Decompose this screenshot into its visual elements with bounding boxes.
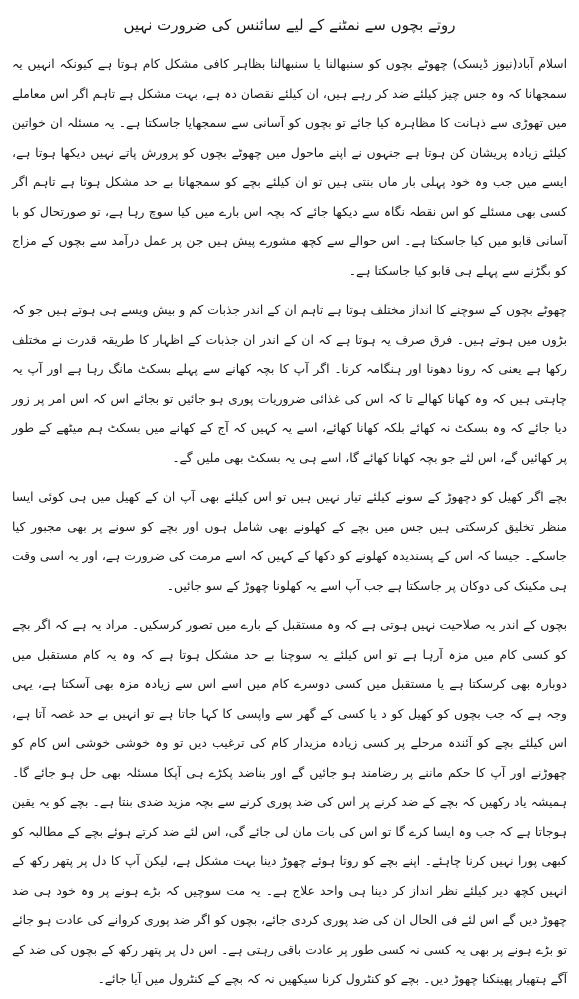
article-paragraph-2: چھوٹے بچوں کے سوچنے کا انداز مختلف ہوتا ہے تاہم ان کے اندر جذبات کم و بیش ویسے ہی ہوتے ہیں جو کہ بڑوں میں ہوتے ہیں۔ فرق صرف یہ ہوتا ہے کہ ان کے اندر ان جذبات کے اظہار کا طریقہ قدرت نے مختلف رکھا ہے یعنی کہ رونا دھونا اور ہنگامہ کرنا۔ اگر آپ کا بچہ کھانے سے پہلے بسکٹ مانگ رہا ہے اور آپ یہ چاہتی ہیں کہ وہ کھانا کھالے تا کہ اس کی غذائی ضروریات پوری ہو جائیں تو بجائے اس کہ اس امر پر زور دیا جائے کہ وہ بسکٹ نہ کھائے بلکہ کھانا کھائے، اسے یہ کہیں کہ آج کے کھانے میں بسکٹ ہم میٹھے کے طور پر کھائیں گے، اس لئے جو بچہ کھانا کھائے گا، اسے ہی یہ بسکٹ بھی ملیں گے۔	[12, 303, 567, 465]
article-paragraph-4: بچوں کے اندر یہ صلاحیت نہیں ہوتی ہے کہ وہ مستقبل کے بارے میں تصور کرسکیں۔ مراد یہ ہے کہ اگر بچے کو کسی کام میں مزہ آرہا ہے تو اس کیلئے یہ سوچنا بے حد مشکل ہوتا ہے کہ وہ یہ کام مستقبل میں دوبارہ بھی کرسکتا ہے یا مستقبل میں کسی دوسرے کام میں اسے اس سے زیادہ مزہ بھی آسکتا ہے، یہی وجہ ہے کہ جب بچوں کو کھیل کو د یا کسی کے گھر سے واپسی کا کہا جاتا ہے تو انہیں بے حد غصہ آتا ہے، اس کیلئے بچے کو آئندہ مرحلے پر کسی زیادہ مزیدار کام کی ترغیب دیں تو وہ خوشی خوشی اس کام کو چھوڑنے اور آپ کا حکم ماننے پر رضامند ہو جائیں گے اور بناضد پکڑے ہی آپکا مسئلہ بھی حل ہو جائے گا۔ ہمیشہ یاد رکھیں کہ بچے کے ضد کرنے پر اس کی ضد پوری کرنے سے بچہ مزید ضدی بنتا ہے۔ بچے کو یہ یقین ہوجاتا ہے کہ جب وہ ایسا کرے گا تو اس کی بات مان لی جائے گی، اس لئے ضد کرتے ہوئے بچے کے مطالبہ کو کبھی پورا نہیں کرنا چاہئے۔ اپنے بچے کو روتا ہوئے چھوڑ دینا بہت مشکل ہے، لیکن آپ کا دل پر پتھر رکھ کے انہیں کچھ دیر کیلئے نظر انداز کر دینا ہی واحد علاج ہے۔ یہ مت سوچیں کہ بڑے ہونے پر وہ خود ہی ضد چھوڑ دیں گے اس لئے فی الحال ان کی ضد پوری کردی جائے، بچوں کو اگر ضد پوری کروانے کی عادت ہو جائے تو بڑے ہونے پر بھی یہ کسی نہ کسی طور پر عادت باقی رہتی ہے۔ اس دل پر پتھر رکھ کے بچوں کی ضد کے آگے ہتھیار پھینکنا چھوڑ دیں۔ بچے کو کنٹرول کرنا سیکھیں نہ کہ بچے کے کنٹرول میں آیا جائے۔	[12, 618, 567, 986]
article-title: روتے بچوں سے نمٹنے کے لیے سائنس کی ضرورت نہیں	[123, 16, 456, 34]
article-paragraph-1: اسلام آباد(نیوز ڈیسک) چھوٹے بچوں کو سنبھالنا یا سنبھالنا بظاہر کافی مشکل کام ہوتا ہے کیونکہ انہیں یہ سمجھانا کہ وہ جس چیز کیلئے ضد کر رہے ہیں، ان کیلئے نقصان دہ ہے، بہت مشکل ہے تاہم اگر اس معاملے میں تھوڑی سے ذہانت کا مظاہرہ کیا جائے تو بچوں کو آسانی سے سمجھایا جاسکتا ہے۔ یہ مسئلہ ان خواتین کیلئے زیادہ پریشان کن ہوتا ہے جنہوں نے اپنے ماحول میں چھوٹے بچوں کو پرورش پاتے نہیں دیکھا ہوتا ہے، ایسے میں جب وہ خود پہلی بار ماں بنتی ہیں تو ان کیلئے بچے کو سمجھانا بے حد مشکل ہوتا ہے تاہم اگر کسی بھی مسئلے کو اس نقطہ نگاہ سے دیکھا جائے کہ بچہ اس بارے میں کیا سوچ رہا ہے، تو صورتحال کو با آسانی قابو میں کیا جاسکتا ہے۔ اس حوالے سے کچھ مشورے پیش ہیں جن پر عمل درآمد سے بچوں کے مزاج کو بگڑنے سے پہلے ہی قابو کیا جاسکتا ہے۔	[12, 57, 567, 278]
article-paragraph-3: بچے اگر کھیل کو دچھوڑ کے سونے کیلئے تیار نہیں ہیں تو اس کیلئے بھی آپ ان کے کھیل میں ہی کوئی ایسا منظر تخلیق کرسکتی ہیں جس میں بچے کے کھلونے بھی شامل ہوں اور بچے کو سونے پر بھی مجبور کیا جاسکے۔ جیسا کہ اس کے پسندیدہ کھلونے کو دکھا کے کہیں کہ اسے مرمت کی ضرورت ہے، اور یہ اسی وقت ہی مکینک کی دوکان پر جاسکتا ہے جب آپ اسے یہ کھلونا چھوڑ کے سو جائیں۔	[12, 490, 567, 593]
